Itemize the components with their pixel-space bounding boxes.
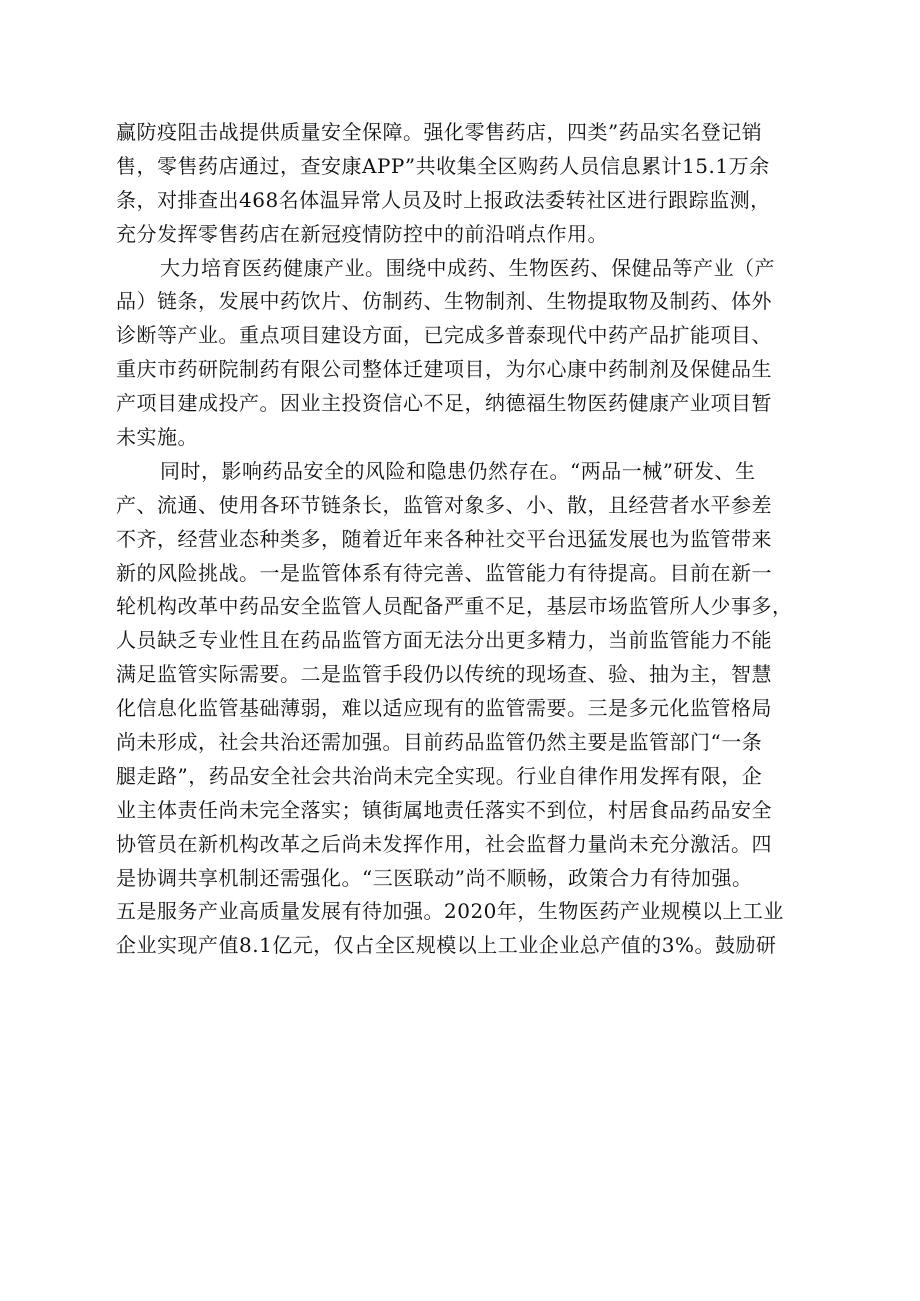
- text-line: 产、流通、使用各环节链条长，监管对象多、小、散，且经营者水平参差: [116, 492, 772, 517]
- text-line: 尚未形成，社会共治还需加强。目前药品监管仍然主要是监管部门“一条: [116, 730, 763, 755]
- text-line: 未实施。: [116, 425, 198, 450]
- text-line: 诊断等产业。重点项目建设方面，已完成多普泰现代中药产品扩能项目、: [116, 323, 772, 348]
- text-line: 产项目建成投产。因业主投资信心不足，纳德福生物医药健康产业项目暂: [116, 391, 772, 416]
- text-line: 腿走路”，药品安全社会共治尚未完全实现。行业自律作用发挥有限，企: [116, 763, 763, 788]
- paragraph-risks: [116, 455, 808, 963]
- text-line: 化信息化监管基础薄弱，难以适应现有的监管需要。三是多元化监管格局: [116, 696, 772, 721]
- text-line: 新的风险挑战。一是监管体系有待完善、监管能力有待提高。目前在新一: [116, 560, 772, 585]
- text-line: 是协调共享机制还需强化。“三医联动”尚不顺畅，政策合力有待加强。: [116, 865, 753, 890]
- text-line: 重庆市药研院制药有限公司整体迁建项目，为尔心康中药制剂及保健品生: [116, 357, 772, 382]
- text-line: 赢防疫阻击战提供质量安全保障。强化零售药店，四类”药品实名登记销: [116, 120, 763, 144]
- text-line: 售，零售药店通过，查安康APP”共收集全区购药人员信息累计15.1万余: [116, 153, 770, 178]
- text-line: 业主体责任尚未完全落实；镇街属地责任落实不到位，村居食品药品安全: [116, 797, 772, 822]
- text-line: 五是服务产业高质量发展有待加强。2020年，生物医药产业规模以上工业: [116, 899, 784, 924]
- text-line: 企业实现产值8.1亿元，仅占全区规模以上工业企业总产值的3%。鼓励研: [116, 933, 777, 958]
- text-line: 轮机构改革中药品安全监管人员配备严重不足，基层市场监管所人少事多，: [116, 594, 793, 619]
- text-line: 不齐，经营业态种类多，随着近年来各种社交平台迅猛发展也为监管带来: [116, 526, 772, 551]
- text-line: 充分发挥零售药店在新冠疫情防控中的前沿哨点作用。: [116, 221, 608, 246]
- text-line: 人员缺乏专业性且在药品监管方面无法分出更多精力，当前监管能力不能: [116, 628, 772, 653]
- text-line: 品）链条，发展中药饮片、仿制药、生物制剂、生物提取物及制药、体外: [116, 289, 772, 314]
- text-line: 满足监管实际需要。二是监管手段仍以传统的现场查、验、抽为主，智慧: [116, 662, 772, 687]
- text-line: 同时，影响药品安全的风险和隐患仍然存在。“两品一械”研发、生: [160, 458, 756, 483]
- document-body: [116, 116, 808, 963]
- text-line: 协管员在新机构改革之后尚未发挥作用，社会监督力量尚未充分激活。四: [116, 831, 772, 856]
- paragraph-epidemic-support: [116, 116, 808, 252]
- text-line: 条，对排查出468名体温异常人员及时上报政法委转社区进行跟踪监测，: [116, 187, 771, 212]
- paragraph-pharma-industry: [116, 252, 808, 455]
- text-line: 大力培育医药健康产业。围绕中成药、生物医药、保健品等产业（产: [160, 255, 775, 280]
